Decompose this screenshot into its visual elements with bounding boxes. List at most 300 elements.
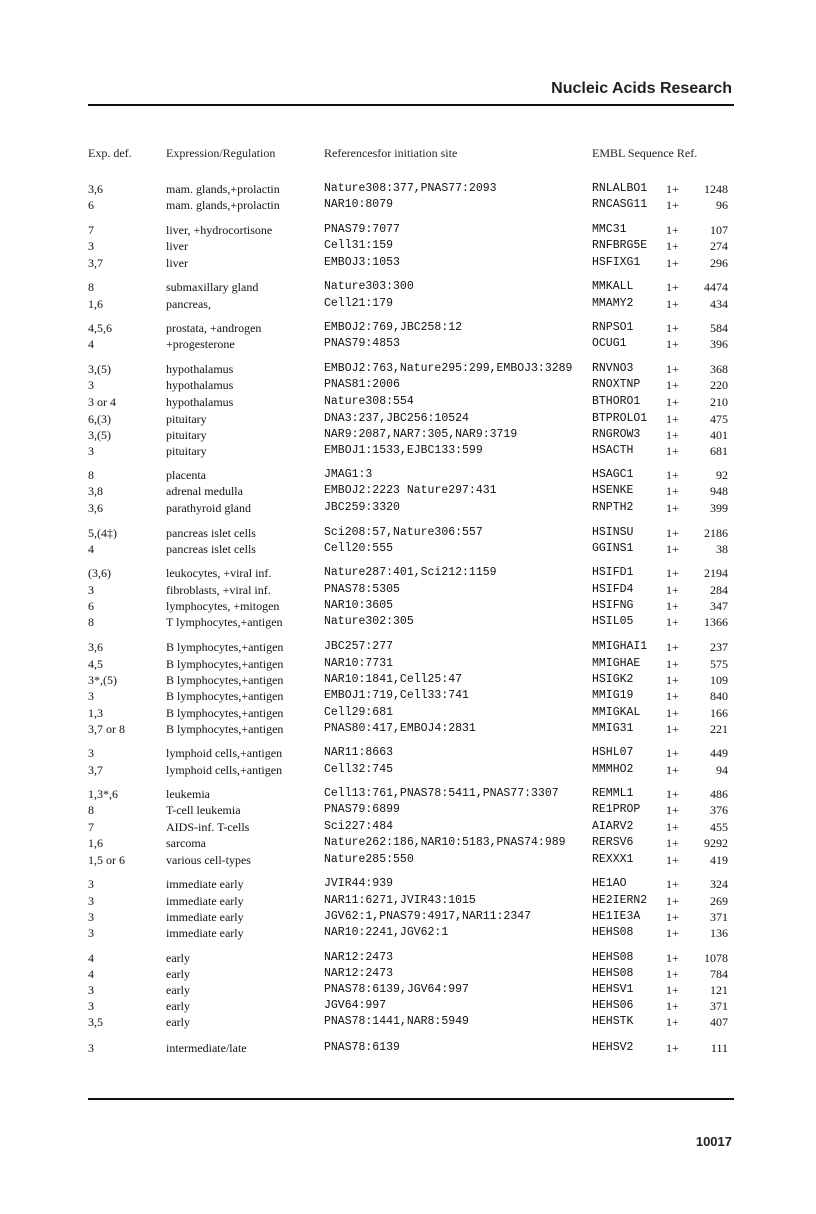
cell-expression: fibroblasts, +viral inf.: [166, 583, 271, 597]
cell-expression: early: [166, 951, 190, 965]
cell-expression: pituitary: [166, 444, 207, 458]
cell-exp-def: 3: [88, 910, 94, 924]
cell-expression: adrenal medulla: [166, 484, 243, 498]
cell-exp-def: 3,8: [88, 484, 103, 498]
cell-exp-def: 3,(5): [88, 362, 111, 376]
cell-reference: Cell31:159: [324, 239, 394, 252]
table-row: [0, 394, 816, 410]
cell-ref-number: 38: [716, 542, 728, 556]
cell-expression: pituitary: [166, 428, 207, 442]
cell-expression: immediate early: [166, 926, 244, 940]
cell-exp-def: 3: [88, 583, 94, 597]
cell-ref-number: 166: [710, 706, 728, 720]
cell-exp-def: 3,6: [88, 182, 103, 196]
table-row: [0, 721, 816, 737]
table-row: [0, 443, 816, 459]
cell-reference: PNAS78:1441,NAR8:5949: [324, 1015, 469, 1028]
cell-embl: REXXX1: [592, 853, 634, 866]
cell-strand: 1+: [666, 657, 679, 671]
cell-expression: intermediate/late: [166, 1041, 247, 1055]
cell-strand: 1+: [666, 468, 679, 482]
cell-exp-def: 3: [88, 1041, 94, 1055]
cell-ref-number: 371: [710, 910, 728, 924]
cell-embl: HSACTH: [592, 444, 634, 457]
cell-expression: early: [166, 967, 190, 981]
cell-expression: pancreas,: [166, 297, 211, 311]
cell-exp-def: 6: [88, 198, 94, 212]
cell-embl: HEHS08: [592, 967, 634, 980]
cell-ref-number: 121: [710, 983, 728, 997]
table-row: [0, 950, 816, 966]
cell-expression: hypothalamus: [166, 378, 234, 392]
cell-strand: 1+: [666, 501, 679, 515]
cell-ref-number: 220: [710, 378, 728, 392]
table-row: [0, 500, 816, 516]
cell-expression: early: [166, 1015, 190, 1029]
cell-exp-def: 6: [88, 599, 94, 613]
cell-expression: liver, +hydrocortisone: [166, 223, 273, 237]
cell-strand: 1+: [666, 583, 679, 597]
cell-ref-number: 296: [710, 256, 728, 270]
cell-embl: HEHSV2: [592, 1041, 634, 1054]
cell-strand: 1+: [666, 182, 679, 196]
table-row: [0, 925, 816, 941]
cell-ref-number: 9292: [704, 836, 728, 850]
cell-embl: BTHORO1: [592, 395, 641, 408]
cell-reference: NAR10:3605: [324, 599, 394, 612]
table-row: [0, 336, 816, 352]
table-row: [0, 1040, 816, 1056]
cell-embl: HSIFNG: [592, 599, 634, 612]
cell-strand: 1+: [666, 1015, 679, 1029]
footer-rule: [88, 1098, 734, 1100]
table-row: [0, 819, 816, 835]
cell-expression: submaxillary gland: [166, 280, 259, 294]
cell-exp-def: 3: [88, 926, 94, 940]
cell-embl: RERSV6: [592, 836, 634, 849]
cell-strand: 1+: [666, 640, 679, 654]
cell-exp-def: 3: [88, 894, 94, 908]
cell-reference: NAR12:2473: [324, 951, 394, 964]
cell-ref-number: 399: [710, 501, 728, 515]
journal-title: Nucleic Acids Research: [551, 80, 732, 97]
table-row: [0, 197, 816, 213]
cell-strand: 1+: [666, 337, 679, 351]
cell-expression: +progesterone: [166, 337, 235, 351]
cell-exp-def: 8: [88, 468, 94, 482]
cell-embl: OCUG1: [592, 337, 627, 350]
cell-reference: Nature303:300: [324, 280, 414, 293]
cell-expression: placenta: [166, 468, 206, 482]
cell-exp-def: 4: [88, 951, 94, 965]
cell-strand: 1+: [666, 362, 679, 376]
cell-ref-number: 486: [710, 787, 728, 801]
cell-ref-number: 94: [716, 763, 728, 777]
cell-reference: NAR10:1841,Cell25:47: [324, 673, 463, 686]
cell-expression: lymphocytes, +mitogen: [166, 599, 280, 613]
cell-embl: HSIGK2: [592, 673, 634, 686]
cell-ref-number: 575: [710, 657, 728, 671]
cell-exp-def: (3,6): [88, 566, 111, 580]
cell-expression: B lymphocytes,+antigen: [166, 706, 284, 720]
table-row: [0, 296, 816, 312]
cell-exp-def: 3: [88, 689, 94, 703]
cell-exp-def: 3,6: [88, 640, 103, 654]
cell-strand: 1+: [666, 673, 679, 687]
cell-strand: 1+: [666, 910, 679, 924]
cell-embl: HSAGC1: [592, 468, 634, 481]
page-number: 10017: [695, 1134, 732, 1149]
cell-expression: liver: [166, 239, 188, 253]
table-row: [0, 802, 816, 818]
cell-expression: pituitary: [166, 412, 207, 426]
cell-ref-number: 1248: [704, 182, 728, 196]
cell-embl: HEHS06: [592, 999, 634, 1012]
cell-embl: MMIGKAL: [592, 706, 641, 719]
cell-embl: HE1IE3A: [592, 910, 641, 923]
cell-ref-number: 584: [710, 321, 728, 335]
cell-expression: immediate early: [166, 910, 244, 924]
cell-exp-def: 3: [88, 877, 94, 891]
cell-exp-def: 1,3: [88, 706, 103, 720]
cell-strand: 1+: [666, 223, 679, 237]
cell-strand: 1+: [666, 763, 679, 777]
cell-ref-number: 324: [710, 877, 728, 891]
cell-ref-number: 96: [716, 198, 728, 212]
cell-expression: pancreas islet cells: [166, 526, 256, 540]
cell-ref-number: 269: [710, 894, 728, 908]
cell-embl: HSFIXG1: [592, 256, 641, 269]
cell-strand: 1+: [666, 746, 679, 760]
cell-reference: NAR11:6271,JVIR43:1015: [324, 894, 476, 907]
table-row: [0, 614, 816, 630]
cell-expression: hypothalamus: [166, 395, 234, 409]
cell-embl: HSHL07: [592, 746, 634, 759]
cell-exp-def: 6,(3): [88, 412, 111, 426]
cell-strand: 1+: [666, 820, 679, 834]
table-row: [0, 745, 816, 761]
cell-reference: PNAS79:4853: [324, 337, 400, 350]
cell-embl: GGINS1: [592, 542, 634, 555]
table-row: [0, 835, 816, 851]
cell-reference: EMBOJ1:1533,EJBC133:599: [324, 444, 483, 457]
cell-expression: immediate early: [166, 894, 244, 908]
table-row: [0, 893, 816, 909]
cell-strand: 1+: [666, 894, 679, 908]
cell-reference: JVIR44:939: [324, 877, 394, 890]
cell-expression: lymphoid cells,+antigen: [166, 763, 283, 777]
table-row: [0, 483, 816, 499]
cell-strand: 1+: [666, 983, 679, 997]
table-row: [0, 279, 816, 295]
cell-expression: immediate early: [166, 877, 244, 891]
cell-strand: 1+: [666, 256, 679, 270]
table-row: [0, 762, 816, 778]
cell-reference: JGV62:1,PNAS79:4917,NAR11:2347: [324, 910, 532, 923]
cell-expression: B lymphocytes,+antigen: [166, 673, 284, 687]
cell-exp-def: 4,5: [88, 657, 103, 671]
cell-expression: T lymphocytes,+antigen: [166, 615, 283, 629]
cell-ref-number: 237: [710, 640, 728, 654]
table-row: [0, 672, 816, 688]
table-row: [0, 361, 816, 377]
cell-embl: HEHSTK: [592, 1015, 634, 1028]
cell-ref-number: 274: [710, 239, 728, 253]
cell-strand: 1+: [666, 689, 679, 703]
cell-embl: MMIG19: [592, 689, 634, 702]
cell-strand: 1+: [666, 722, 679, 736]
cell-reference: Nature285:550: [324, 853, 414, 866]
cell-exp-def: 1,3*,6: [88, 787, 118, 801]
cell-exp-def: 3,(5): [88, 428, 111, 442]
cell-embl: HSINSU: [592, 526, 634, 539]
cell-expression: hypothalamus: [166, 362, 234, 376]
cell-reference: EMBOJ2:769,JBC258:12: [324, 321, 463, 334]
cell-strand: 1+: [666, 999, 679, 1013]
cell-strand: 1+: [666, 877, 679, 891]
cell-ref-number: 1078: [704, 951, 728, 965]
cell-embl: RNFBRG5E: [592, 239, 648, 252]
cell-reference: NAR10:2241,JGV62:1: [324, 926, 449, 939]
cell-embl: HSENKE: [592, 484, 634, 497]
table-row: [0, 876, 816, 892]
table-row: [0, 656, 816, 672]
cell-reference: JBC259:3320: [324, 501, 400, 514]
cell-ref-number: 136: [710, 926, 728, 940]
table-row: [0, 966, 816, 982]
cell-exp-def: 4,5,6: [88, 321, 112, 335]
cell-exp-def: 3 or 4: [88, 395, 116, 409]
cell-reference: Cell21:179: [324, 297, 394, 310]
cell-reference: PNAS78:6139,JGV64:997: [324, 983, 469, 996]
cell-reference: Sci208:57,Nature306:557: [324, 526, 483, 539]
cell-embl: RNCASG11: [592, 198, 648, 211]
cell-embl: HEHSV1: [592, 983, 634, 996]
cell-embl: HE2IERN2: [592, 894, 648, 907]
cell-strand: 1+: [666, 803, 679, 817]
cell-reference: Nature262:186,NAR10:5183,PNAS74:989: [324, 836, 566, 849]
cell-exp-def: 3,7: [88, 763, 103, 777]
cell-strand: 1+: [666, 853, 679, 867]
cell-reference: EMBOJ1:719,Cell33:741: [324, 689, 469, 702]
table-row: [0, 1014, 816, 1030]
cell-expression: leukocytes, +viral inf.: [166, 566, 272, 580]
cell-exp-def: 7: [88, 223, 94, 237]
cell-strand: 1+: [666, 412, 679, 426]
cell-embl: HE1AO: [592, 877, 627, 890]
cell-exp-def: 3,5: [88, 1015, 103, 1029]
table-row: [0, 320, 816, 336]
cell-expression: lymphoid cells,+antigen: [166, 746, 283, 760]
table-row: [0, 467, 816, 483]
cell-exp-def: 5,(4‡): [88, 526, 117, 540]
cell-ref-number: 434: [710, 297, 728, 311]
cell-expression: parathyroid gland: [166, 501, 251, 515]
cell-reference: NAR9:2087,NAR7:305,NAR9:3719: [324, 428, 518, 441]
cell-strand: 1+: [666, 395, 679, 409]
cell-expression: T-cell leukemia: [166, 803, 241, 817]
cell-expression: early: [166, 983, 190, 997]
cell-exp-def: 3: [88, 378, 94, 392]
cell-reference: Cell13:761,PNAS78:5411,PNAS77:3307: [324, 787, 559, 800]
cell-expression: B lymphocytes,+antigen: [166, 722, 284, 736]
cell-exp-def: 1,6: [88, 836, 103, 850]
cell-strand: 1+: [666, 484, 679, 498]
cell-ref-number: 109: [710, 673, 728, 687]
cell-exp-def: 3: [88, 999, 94, 1013]
cell-expression: various cell-types: [166, 853, 251, 867]
cell-embl: RNVNO3: [592, 362, 634, 375]
cell-exp-def: 3,7: [88, 256, 103, 270]
cell-strand: 1+: [666, 599, 679, 613]
cell-ref-number: 401: [710, 428, 728, 442]
table-row: [0, 705, 816, 721]
cell-ref-number: 396: [710, 337, 728, 351]
cell-expression: B lymphocytes,+antigen: [166, 640, 284, 654]
cell-ref-number: 284: [710, 583, 728, 597]
table-row: [0, 181, 816, 197]
cell-reference: JMAG1:3: [324, 468, 373, 481]
cell-expression: B lymphocytes,+antigen: [166, 657, 284, 671]
cell-reference: JBC257:277: [324, 640, 394, 653]
cell-embl: MMIGHAI1: [592, 640, 648, 653]
cell-exp-def: 7: [88, 820, 94, 834]
cell-strand: 1+: [666, 926, 679, 940]
cell-exp-def: 4: [88, 337, 94, 351]
cell-embl: MMKALL: [592, 280, 634, 293]
cell-exp-def: 3: [88, 239, 94, 253]
cell-embl: RNPSO1: [592, 321, 634, 334]
cell-expression: AIDS-inf. T-cells: [166, 820, 250, 834]
cell-ref-number: 1366: [704, 615, 728, 629]
table-row: [0, 525, 816, 541]
cell-strand: 1+: [666, 1041, 679, 1055]
column-header-embl: EMBL Sequence Ref.: [592, 146, 698, 160]
cell-exp-def: 3: [88, 746, 94, 760]
cell-embl: REMML1: [592, 787, 634, 800]
cell-exp-def: 4: [88, 967, 94, 981]
cell-exp-def: 3*,(5): [88, 673, 117, 687]
cell-reference: EMBOJ2:2223 Nature297:431: [324, 484, 497, 497]
cell-ref-number: 475: [710, 412, 728, 426]
cell-reference: Nature308:377,PNAS77:2093: [324, 182, 497, 195]
cell-ref-number: 4474: [704, 280, 728, 294]
cell-embl: HSIL05: [592, 615, 634, 628]
cell-reference: NAR10:7731: [324, 657, 394, 670]
cell-ref-number: 221: [710, 722, 728, 736]
cell-expression: sarcoma: [166, 836, 206, 850]
cell-expression: pancreas islet cells: [166, 542, 256, 556]
cell-ref-number: 368: [710, 362, 728, 376]
cell-reference: Nature308:554: [324, 395, 414, 408]
table-row: [0, 541, 816, 557]
cell-exp-def: 1,5 or 6: [88, 853, 125, 867]
table-row: [0, 786, 816, 802]
cell-reference: EMBOJ2:763,Nature295:299,EMBOJ3:3289: [324, 362, 573, 375]
cell-exp-def: 3: [88, 444, 94, 458]
cell-ref-number: 948: [710, 484, 728, 498]
cell-exp-def: 3: [88, 983, 94, 997]
cell-strand: 1+: [666, 967, 679, 981]
cell-strand: 1+: [666, 526, 679, 540]
cell-reference: NAR12:2473: [324, 967, 394, 980]
table-row: [0, 377, 816, 393]
cell-ref-number: 681: [710, 444, 728, 458]
cell-reference: Cell29:681: [324, 706, 394, 719]
cell-embl: RNOXTNP: [592, 378, 641, 391]
cell-reference: PNAS81:2006: [324, 378, 400, 391]
cell-strand: 1+: [666, 542, 679, 556]
cell-embl: RNPTH2: [592, 501, 634, 514]
cell-reference: NAR10:8079: [324, 198, 394, 211]
cell-ref-number: 449: [710, 746, 728, 760]
cell-strand: 1+: [666, 297, 679, 311]
cell-strand: 1+: [666, 706, 679, 720]
cell-embl: MMIG31: [592, 722, 634, 735]
table-row: [0, 598, 816, 614]
cell-reference: Nature287:401,Sci212:1159: [324, 566, 497, 579]
cell-ref-number: 371: [710, 999, 728, 1013]
cell-strand: 1+: [666, 198, 679, 212]
cell-embl: HSIFD4: [592, 583, 634, 596]
cell-ref-number: 784: [710, 967, 728, 981]
table-row: [0, 222, 816, 238]
cell-embl: RNLALBO1: [592, 182, 648, 195]
cell-reference: Sci227:484: [324, 820, 394, 833]
cell-strand: 1+: [666, 444, 679, 458]
cell-ref-number: 92: [716, 468, 728, 482]
cell-ref-number: 419: [710, 853, 728, 867]
table-row: [0, 427, 816, 443]
table-row: [0, 255, 816, 271]
cell-embl: MMAMY2: [592, 297, 634, 310]
cell-strand: 1+: [666, 951, 679, 965]
column-header-exp-def: Exp. def.: [88, 146, 132, 160]
cell-exp-def: 3,7 or 8: [88, 722, 125, 736]
cell-strand: 1+: [666, 787, 679, 801]
cell-exp-def: 3,6: [88, 501, 103, 515]
cell-strand: 1+: [666, 321, 679, 335]
cell-expression: B lymphocytes,+antigen: [166, 689, 284, 703]
cell-strand: 1+: [666, 378, 679, 392]
cell-reference: PNAS79:6899: [324, 803, 400, 816]
cell-ref-number: 347: [710, 599, 728, 613]
cell-ref-number: 376: [710, 803, 728, 817]
cell-exp-def: 8: [88, 803, 94, 817]
cell-expression: early: [166, 999, 190, 1013]
cell-expression: leukemia: [166, 787, 210, 801]
table-row: [0, 565, 816, 581]
cell-ref-number: 107: [710, 223, 728, 237]
cell-expression: mam. glands,+prolactin: [166, 182, 280, 196]
cell-reference: NAR11:8663: [324, 746, 394, 759]
cell-embl: RE1PROP: [592, 803, 641, 816]
table-row: [0, 852, 816, 868]
cell-strand: 1+: [666, 836, 679, 850]
cell-expression: liver: [166, 256, 188, 270]
cell-ref-number: 840: [710, 689, 728, 703]
cell-reference: PNAS79:7077: [324, 223, 400, 236]
cell-exp-def: 4: [88, 542, 94, 556]
table-row: [0, 238, 816, 254]
table-row: [0, 639, 816, 655]
cell-embl: MMC31: [592, 223, 627, 236]
cell-reference: JGV64:997: [324, 999, 387, 1012]
table-row: [0, 688, 816, 704]
cell-exp-def: 8: [88, 280, 94, 294]
cell-embl: AIARV2: [592, 820, 634, 833]
cell-embl: BTPROLO1: [592, 412, 648, 425]
